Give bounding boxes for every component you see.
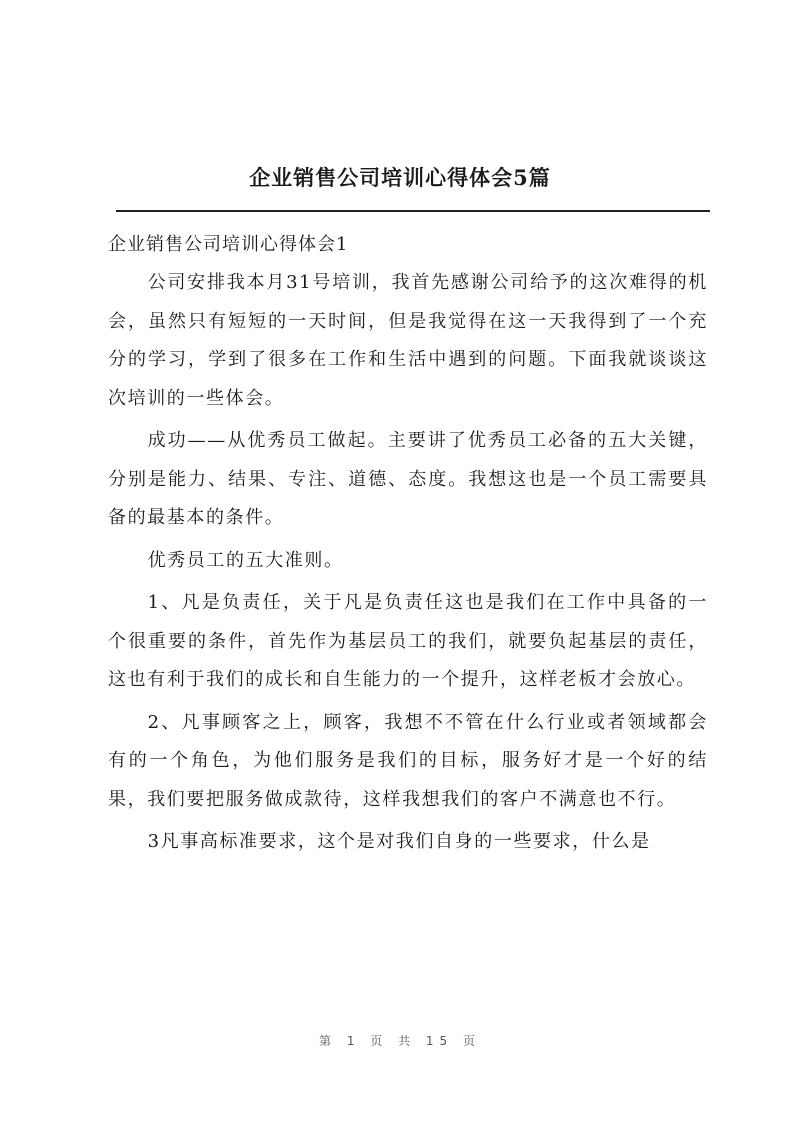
- paragraph: 优秀员工的五大准则。: [147, 549, 344, 571]
- page-footer: 第 1 页 共 15 页: [319, 1034, 481, 1048]
- paragraph: 1、凡是负责任，关于凡是负责任这也是我们在工作中具备的一个很重要的条件，首先作为基层员工的我们，就要负起基层的责任，这也有利于我们的成长和自生能力的一个提升，这样老板才会放心。: [108, 592, 708, 690]
- title-divider: [116, 210, 710, 212]
- paragraph: 成功——从优秀员工做起。主要讲了优秀员工必备的五大关键，分别是能力、结果、专注、道德、态度。我想这也是一个员工需要具备的最基本的条件。: [108, 430, 708, 528]
- document-body: [108, 230, 708, 866]
- section-heading: 企业销售公司培训心得体会1: [108, 234, 349, 255]
- document-title: 企业销售公司培训心得体会5篇: [249, 165, 551, 190]
- paragraph: 2、凡事顾客之上，顾客，我想不不管在什么行业或者领域都会有的一个角色，为他们服务是我们的目标，服务好才是一个好的结果，我们要把服务做成款待，这样我想我们的客户不满意也不行。: [108, 711, 708, 810]
- paragraph: 公司安排我本月31号培训，我首先感谢公司给予的这次难得的机会，虽然只有短短的一天时间，但是我觉得在这一天我得到了一个充分的学习，学到了很多在工作和生活中遇到的问题。下面我就谈谈这次培训的一些体会。: [108, 272, 708, 409]
- paragraph: 3凡事高标准要求，这个是对我们自身的一些要求，什么是: [147, 831, 651, 852]
